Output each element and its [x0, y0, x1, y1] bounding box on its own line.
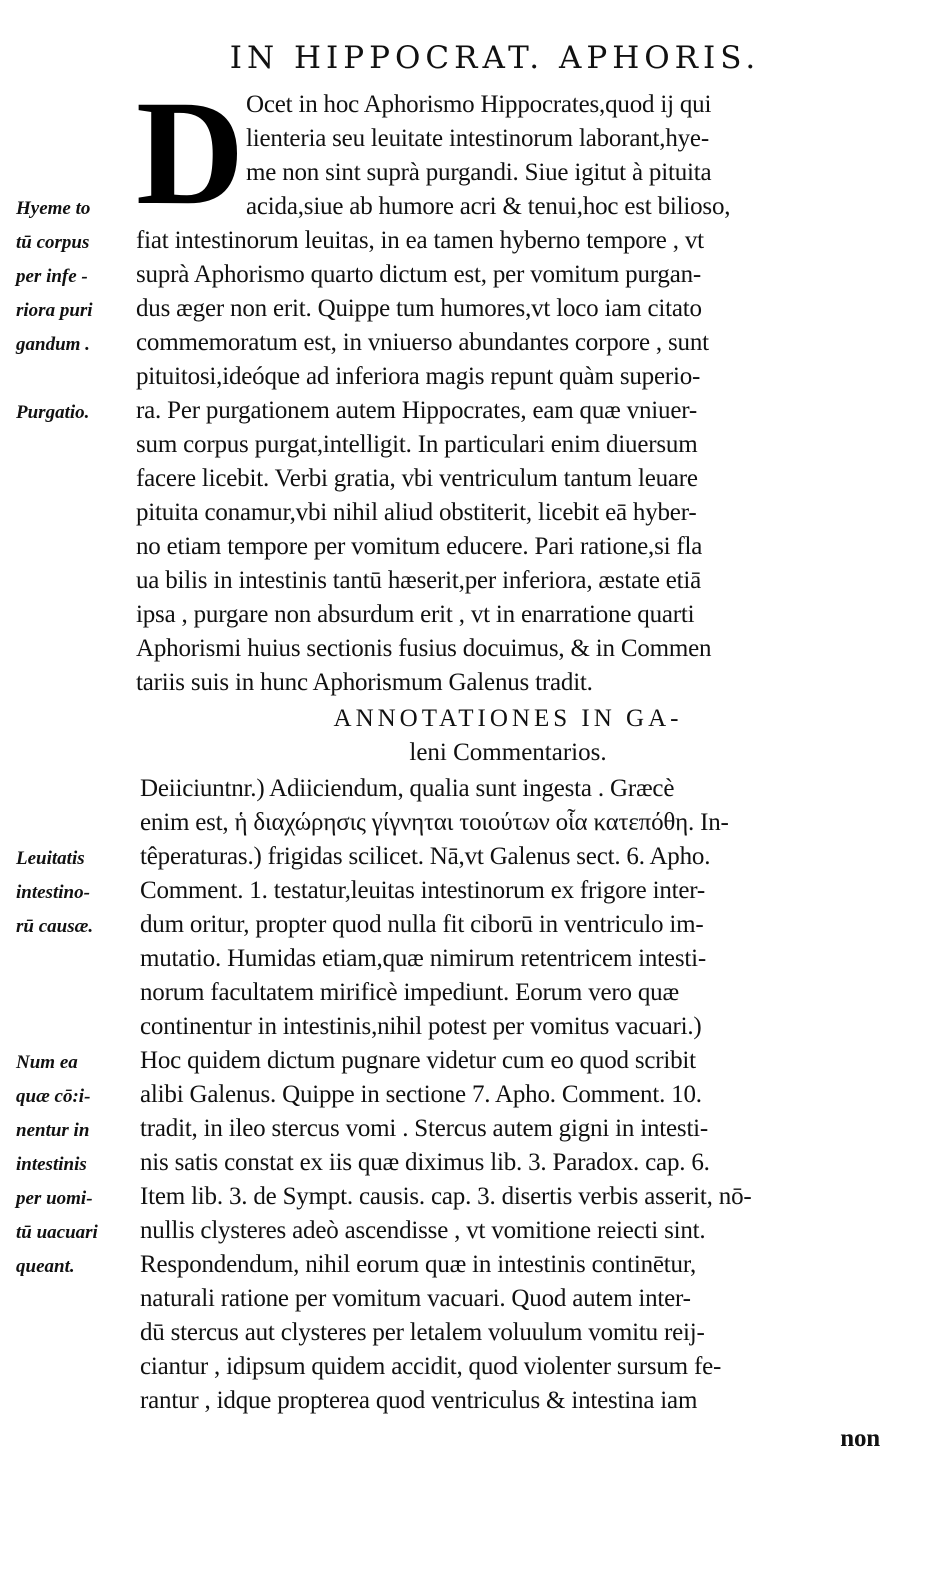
main-text-line: sum corpus purgat,intelligit. In particulari enim diuersum: [136, 431, 698, 458]
annotation-text-line: continentur in intestinis,nihil potest per vomitus vacuari.): [140, 1013, 702, 1040]
margin-note-hyeme: gandum .: [16, 334, 90, 355]
margin-note-num-ea: intestinis: [16, 1154, 87, 1175]
margin-note-num-ea: nentur in: [16, 1120, 90, 1141]
main-text-line: tariis suis in hunc Aphorismum Galenus tradit.: [136, 669, 593, 696]
margin-note-leuitatis: Leuitatis: [16, 848, 85, 869]
margin-note-num-ea: quæ cō:i-: [16, 1086, 91, 1107]
main-text-line: pituita conamur,vbi nihil aliud obstiterit, licebit eā hyber-: [136, 499, 697, 526]
annotation-text-line: nullis clysteres adeò ascendisse , vt vomitione reiecti sint.: [140, 1217, 706, 1244]
main-text-line: Ocet in hoc Aphorismo Hippocrates,quod ij qui: [246, 91, 712, 118]
annotation-text-line: têperaturas.) frigidas scilicet. Nā,vt Galenus sect. 6. Apho.: [140, 843, 711, 870]
main-text-line: facere licebit. Verbi gratia, vbi ventriculum tantum leuare: [136, 465, 698, 492]
annotations-heading: ANNOTATIONES IN GA-: [333, 705, 683, 732]
annotation-text-line: Hoc quidem dictum pugnare videtur cum eo quod scribit: [140, 1047, 696, 1074]
main-text-line: fiat intestinorum leuitas, in ea tamen hyberno tempore , vt: [136, 227, 704, 254]
margin-note-num-ea: Num ea: [16, 1052, 78, 1073]
margin-note-leuitatis: intestino-: [16, 882, 90, 903]
annotation-text-line: rantur , idque propterea quod ventriculus & intestina iam: [140, 1387, 698, 1414]
main-text-line: acida,siue ab humore acri & tenui,hoc est bilioso,: [246, 193, 731, 220]
running-head: IN HIPPOCRAT. APHORIS.: [229, 40, 761, 76]
annotation-text-line: Respondendum, nihil eorum quæ in intestinis continētur,: [140, 1251, 697, 1278]
annotation-text-line: mutatio. Humidas etiam,quæ nimirum retentricem intesti-: [140, 945, 706, 972]
margin-note-num-ea: queant.: [16, 1256, 75, 1277]
annotation-text-line: Deiiciuntnr.) Adiiciendum, qualia sunt ingesta . Græcè: [140, 775, 675, 802]
margin-note-num-ea: per uomi-: [16, 1188, 93, 1209]
drop-capital: D: [136, 70, 245, 236]
margin-note-hyeme: riora puri: [16, 300, 93, 321]
margin-note-hyeme: Hyeme to: [16, 198, 91, 219]
main-text-line: Aphorismi huius sectionis fusius docuimus, & in Commen: [136, 635, 712, 662]
main-text-line: commemoratum est, in vniuerso abundantes corpore , sunt: [136, 329, 709, 356]
catchword: non: [840, 1425, 880, 1452]
main-text-line: me non sint suprà purgandi. Siue igitut à pituita: [246, 159, 712, 186]
margin-note-leuitatis: rū causæ.: [16, 916, 94, 937]
main-text-line: ua bilis in intestinis tantū hæserit,per inferiora, æstate etiā: [136, 567, 702, 594]
annotation-text-line: nis satis constat ex iis quæ diximus lib. 3. Paradox. cap. 6.: [140, 1149, 710, 1176]
annotation-text-line: norum facultatem mirificè impediunt. Eorum vero quæ: [140, 979, 679, 1006]
annotations-subheading: leni Commentarios.: [409, 739, 607, 766]
annotation-text-line: alibi Galenus. Quippe in sectione 7. Apho. Comment. 10.: [140, 1081, 702, 1108]
annotation-text-line: Comment. 1. testatur,leuitas intestinorum ex frigore inter-: [140, 877, 706, 904]
main-text-line: pituitosi,ideóque ad inferiora magis repunt quàm superio-: [136, 363, 701, 390]
main-text-line: no etiam tempore per vomitum educere. Pari ratione,si fla: [136, 533, 703, 560]
main-text-line: suprà Aphorismo quarto dictum est, per vomitum purgan-: [136, 261, 702, 288]
margin-note-purgatio: Purgatio.: [16, 402, 90, 423]
main-text-line: ipsa , purgare non absurdum erit , vt in enarratione quarti: [136, 601, 695, 628]
margin-note-hyeme: tū corpus: [16, 232, 90, 253]
annotation-text-line: enim est, ἡ διαχώρησις γίγνηται τοιούτων οἷα κατεπόθη. In-: [140, 809, 729, 836]
main-text-line: lienteria seu leuitate intestinorum laborant,hye-: [246, 125, 709, 152]
margin-note-hyeme: per infe -: [16, 266, 88, 287]
annotation-text-line: dū stercus aut clysteres per letalem voluulum vomitu reij-: [140, 1319, 705, 1346]
main-text-line: dus æger non erit. Quippe tum humores,vt loco iam citato: [136, 295, 702, 322]
annotation-text-line: tradit, in ileo stercus vomi . Stercus autem gigni in intesti-: [140, 1115, 709, 1142]
annotation-text-line: naturali ratione per vomitum vacuari. Quod autem inter-: [140, 1285, 691, 1312]
annotation-text-line: ciantur , idipsum quidem accidit, quod violenter sursum fe-: [140, 1353, 722, 1380]
annotation-text-line: dum oritur, propter quod nulla fit ciborū in ventriculo im-: [140, 911, 704, 938]
annotation-text-line: Item lib. 3. de Sympt. causis. cap. 3. disertis verbis asserit, nō-: [140, 1183, 752, 1210]
main-text-line: ra. Per purgationem autem Hippocrates, eam quæ vniuer-: [136, 397, 697, 424]
margin-note-num-ea: tū uacuari: [16, 1222, 98, 1243]
